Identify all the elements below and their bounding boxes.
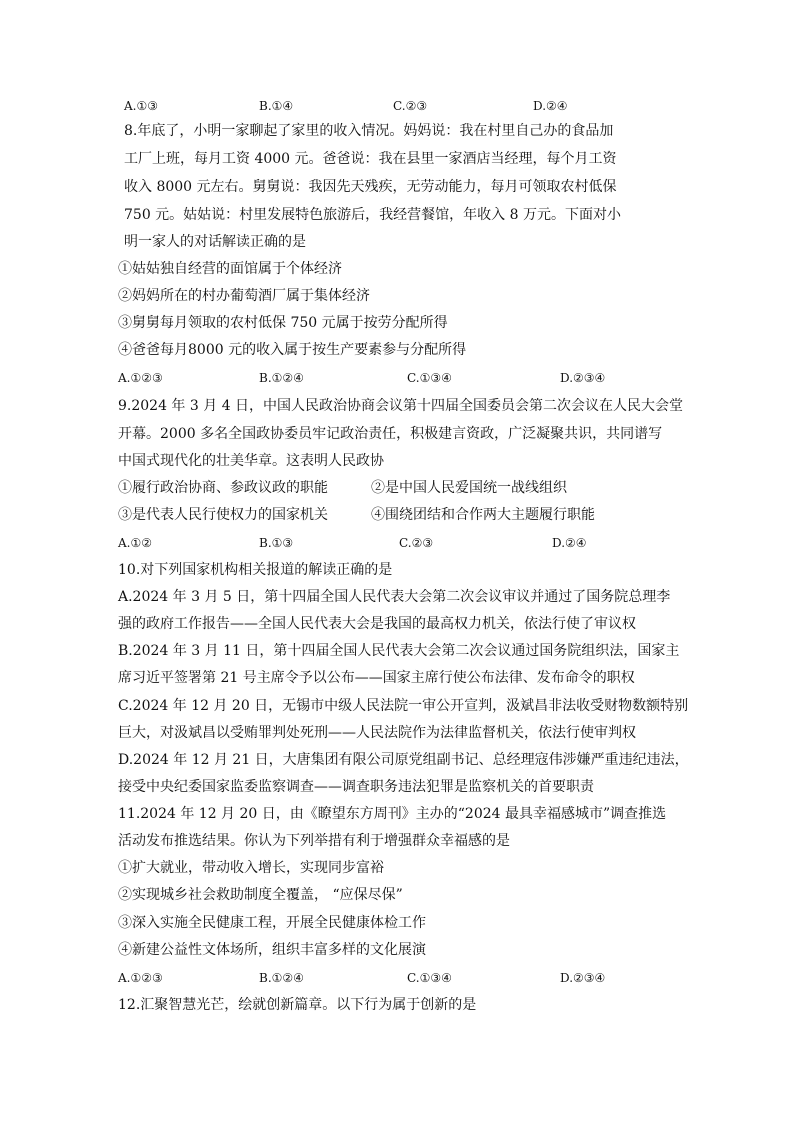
q10-option-line: 席习近平签署第 21 号主席令予以公布——国家主席行使公布法律、发布命令的职权 [118, 670, 635, 686]
q11-option-b: B.①②④ [259, 971, 304, 985]
q10-option-line: 巨大，对汲斌昌以受贿罪判处死刑——人民法院作为法律监督机关，依法行使审判权 [118, 725, 636, 741]
q8-item-3: ③舅舅每月领取的农村低保 750 元属于按劳分配所得 [118, 315, 448, 331]
q10-option-line: D.2024 年 12 月 21 日，大唐集团有限公司原党组副书记、总经理寇伟涉嫌严重违纪违法， [118, 752, 689, 768]
q7-option-b: B.①④ [259, 99, 294, 113]
q9-item-1: ①履行政治协商、参政议政的职能 [118, 480, 328, 496]
q8-option-b: B.①②④ [259, 371, 304, 385]
q9-option-a: A.①② [118, 536, 152, 550]
q9-item-2: ②是中国人民爱国统一战线组织 [371, 480, 567, 496]
q9-stem-line: 9.2024 年 3 月 4 日，中国人民政治协商会议第十四届全国委员会第二次会议在人民大会堂 [118, 398, 684, 414]
q12-stem: 12.汇聚智慧光芒，绘就创新篇章。以下行为属于创新的是 [118, 997, 477, 1013]
q9-stem-line: 中国式现代化的壮美华章。这表明人民政协 [118, 453, 384, 469]
q10-option-line: B.2024 年 3 月 11 日，第十四届全国人民代表大会第二次会议通过国务院组织法，国家主 [118, 643, 680, 659]
q8-stem-line: 750 元。姑姑说：村里发展特色旅游后，我经营餐馆，年收入 8 万元。下面对小 [124, 207, 621, 223]
q9-item-3: ③是代表人民行使权力的国家机关 [118, 507, 328, 523]
q11-item-4: ④新建公益性文体场所，组织丰富多样的文化展演 [118, 942, 426, 958]
q8-stem-line: 8.年底了，小明一家聊起了家里的收入情况。妈妈说：我在村里自己办的食品加 [124, 123, 614, 139]
q9-stem-line: 开幕。2000 多名全国政协委员牢记政治责任，积极建言资政，广泛凝聚共识，共同谱写 [118, 426, 663, 442]
q8-stem-line: 收入 8000 元左右。舅舅说：我因先天残疾，无劳动能力，每月可领取农村低保 [124, 179, 617, 195]
q11-item-3: ③深入实施全民健康工程，开展全民健康体检工作 [118, 915, 426, 931]
q8-option-a: A.①②③ [118, 371, 163, 385]
q7-option-c: C.②③ [393, 99, 428, 113]
q8-option-c: C.①③④ [407, 371, 452, 385]
q9-option-b: B.①③ [259, 536, 294, 550]
q10-option-line: A.2024 年 3 月 5 日，第十四届全国人民代表大会第二次会议审议并通过了国务院总理李 [118, 589, 671, 605]
q11-item-1: ①扩大就业，带动收入增长，实现同步富裕 [118, 860, 384, 876]
q11-item-2: ②实现城乡社会救助制度全覆盖， “应保尽保” [118, 887, 403, 903]
q8-item-1: ①姑姑独自经营的面馆属于个体经济 [118, 261, 342, 277]
q11-option-a: A.①②③ [118, 971, 163, 985]
q8-item-2: ②妈妈所在的村办葡萄酒厂属于集体经济 [118, 288, 370, 304]
q9-option-d: D.②④ [552, 536, 587, 550]
q8-stem-line: 工厂上班，每月工资 4000 元。爸爸说：我在县里一家酒店当经理，每个月工资 [124, 151, 617, 167]
q8-item-4: ④爸爸每月8000 元的收入属于按生产要素参与分配所得 [118, 342, 467, 358]
q8-option-d: D.②③④ [560, 371, 606, 385]
q11-stem-line: 活动发布推选结果。你认为下列举措有利于增强群众幸福感的是 [118, 833, 510, 849]
q8-stem-line: 明一家人的对话解读正确的是 [124, 234, 306, 250]
q11-option-d: D.②③④ [560, 971, 606, 985]
q10-option-line: C.2024 年 12 月 20 日，无锡市中级人民法院一审公开宣判，汲斌昌非法收受财物数额特别 [118, 698, 689, 714]
q10-option-line: 强的政府工作报告——全国人民代表大会是我国的最高权力机关，依法行使了审议权 [118, 616, 636, 632]
q11-option-c: C.①③④ [407, 971, 452, 985]
q10-option-line: 接受中央纪委国家监委监察调查——调查职务违法犯罪是监察机关的首要职责 [118, 779, 594, 795]
q9-item-4: ④围绕团结和合作两大主题履行职能 [371, 507, 595, 523]
q11-stem-line: 11.2024 年 12 月 20 日，由《瞭望东方周刊》主办的“2024 最具幸福感城市”调查推选 [118, 806, 667, 822]
q7-option-a: A.①③ [124, 99, 158, 113]
q9-option-c: C.②③ [399, 536, 434, 550]
q7-option-d: D.②④ [533, 99, 568, 113]
q10-stem: 10.对下列国家机构相关报道的解读正确的是 [118, 562, 393, 578]
